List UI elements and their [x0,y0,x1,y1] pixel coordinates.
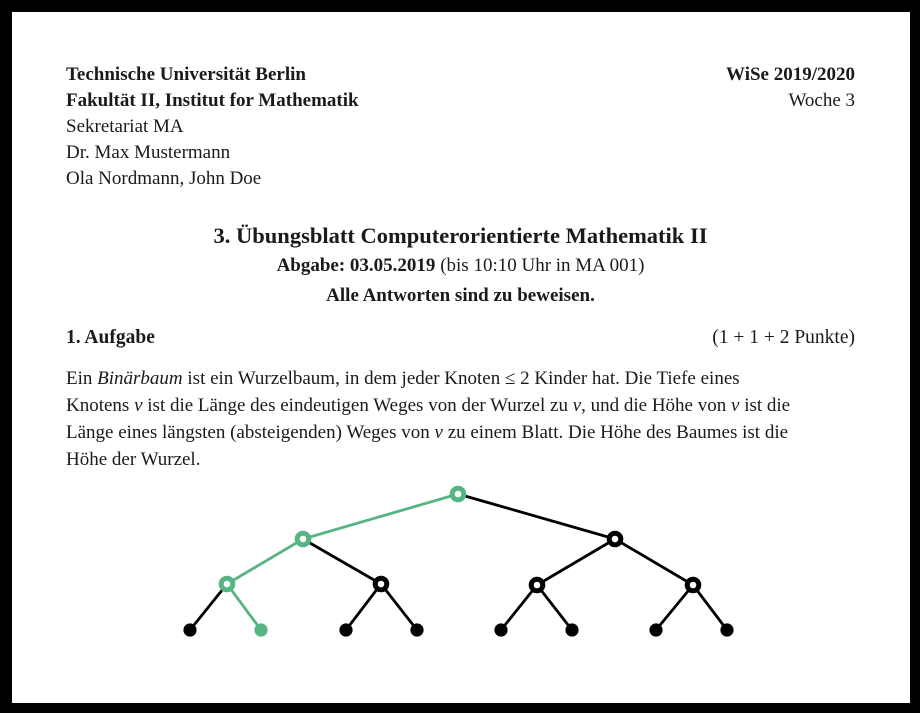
paragraph-line [66,419,855,446]
task-header-row [66,324,855,352]
task-paragraph [66,365,855,473]
due-details: (bis 10:10 Uhr in MA 001) [435,255,645,276]
paragraph-text: Höhe der Wurzel. [66,449,201,470]
paragraph-text: Ein [66,368,98,389]
header-row-2 [66,88,855,114]
week-label: Woche 3 [788,90,855,111]
semester-label: WiSe 2019/2020 [726,64,855,85]
paragraph-text: Knotens [66,395,135,416]
paragraph-text: Länge eines längsten (absteigenden) Weges von [66,422,435,443]
math-var-v: v [731,395,740,416]
institution-name: Technische Universität Berlin [66,64,306,85]
secretariat-line: Sekretariat MA [66,116,184,137]
sheet-title: 3. Übungsblatt Computerorientierte Mathematik II [213,223,708,248]
paragraph-text: ist die [739,395,791,416]
due-line [66,251,855,281]
due-date: Abgabe: 03.05.2019 [276,255,436,276]
math-var-v: v [572,395,582,416]
paragraph-text: ist die Länge des eindeutigen Weges von der Wurzel zu [142,395,573,416]
header-row-3 [66,114,855,140]
header-row-4 [66,140,855,166]
faculty-name: Fakultät II, Institut for Mathematik [66,90,359,111]
assistants-line: Ola Nordmann, John Doe [66,168,262,189]
lecturer-line: Dr. Max Mustermann [66,142,231,163]
document-page [12,12,910,703]
task-points: (1 + 1 + 2 Punkte) [712,327,855,348]
paragraph-line [66,392,855,419]
title-block [66,221,855,311]
paragraph-line [66,365,855,392]
paragraph-text: zu einem Blatt. Die Höhe des Baumes ist die [442,422,789,443]
document-content [12,12,910,473]
proof-note: Alle Antworten sind zu beweisen. [326,285,595,306]
paragraph-text: , und die Höhe von [581,395,731,416]
task-heading: 1. Aufgabe [66,327,155,348]
header-row-1 [66,62,855,88]
term-binarbaum: Binärbaum [97,368,183,389]
math-var-v: v [434,422,443,443]
header-row-5 [66,166,855,192]
math-var-v: v [134,395,143,416]
paragraph-line [66,446,855,473]
paragraph-text: ist ein Wurzelbaum, in dem jeder Knoten ≤ 2 Kinder hat. Die Tiefe eines [182,368,740,389]
